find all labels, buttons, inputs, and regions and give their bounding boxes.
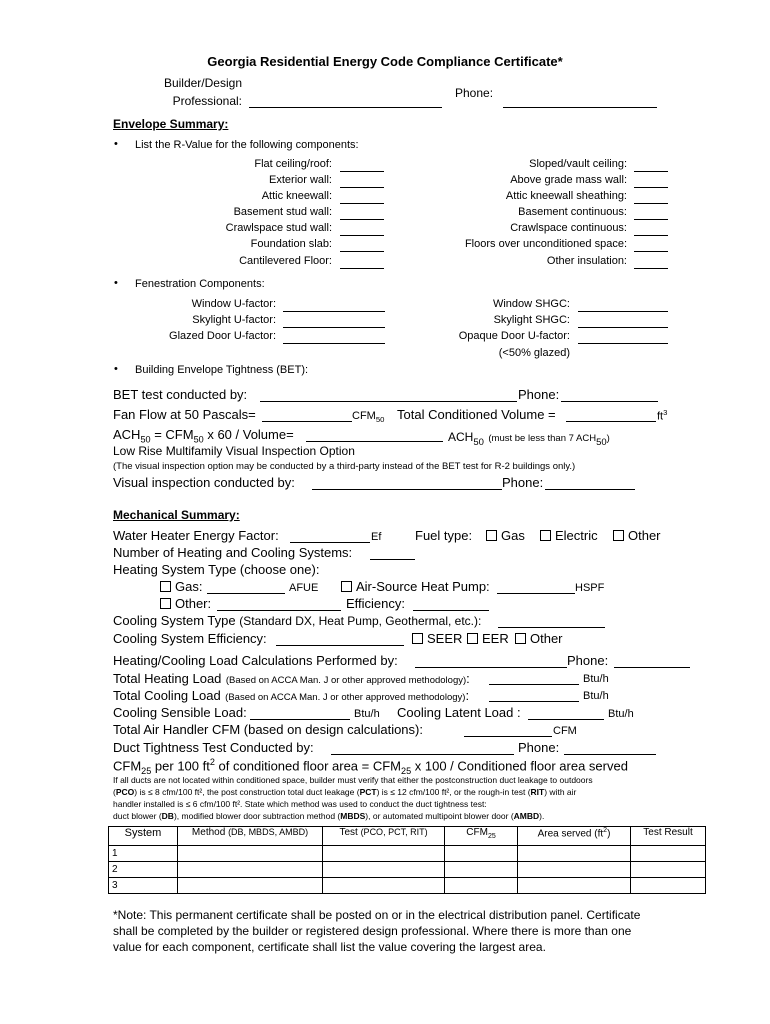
heat-gas-checkbox[interactable] [160, 579, 202, 594]
result-cell[interactable] [631, 846, 706, 862]
wh-factor-field[interactable] [290, 542, 370, 543]
heating-type-label: Heating System Type (choose one): [113, 562, 320, 577]
afue-unit: AFUE [289, 582, 319, 594]
r-label: Exterior wall: [269, 174, 332, 186]
table-row [109, 846, 706, 862]
eer-checkbox[interactable] [467, 631, 509, 646]
visual-note: (The visual inspection option may be conducted by a third-party instead of the BET test for R-2 buildings only.) [113, 461, 576, 472]
cfm-cell[interactable] [445, 878, 518, 894]
duct-test-field[interactable] [331, 754, 514, 755]
r-label: Other insulation: [546, 255, 627, 267]
load-phone-label: Phone: [567, 653, 609, 668]
cfm-cell[interactable] [445, 846, 518, 862]
fuel-electric-label: Electric [555, 528, 598, 543]
area-cell[interactable] [518, 878, 631, 894]
area-cell[interactable] [518, 846, 631, 862]
test-cell[interactable] [323, 878, 445, 894]
load-calc-field[interactable] [415, 667, 567, 668]
r-label: Floors over unconditioned space: [464, 238, 627, 250]
r-value-instructions: List the R-Value for the following components: [135, 139, 359, 151]
acca-note: (Based on ACCA Man. J or other approved methodology) [225, 692, 466, 703]
colon: : [465, 688, 470, 703]
ach-eq: = CFM [154, 427, 194, 442]
note-line3: value for each component, certificate shall list the value covering the largest area. [113, 940, 546, 954]
colon: : [466, 671, 470, 686]
sensible-label: Cooling Sensible Load: [113, 705, 247, 720]
duct-para-line2: (PCO) is ≤ 8 cfm/100 ft², the post construction total duct leakage (PCT) is ≤ 12 cfm/100 ft², or the rough-in test (RIT) with air [113, 787, 577, 797]
air-handler-field[interactable] [464, 736, 552, 737]
load-phone-field[interactable] [614, 667, 690, 668]
builder-label-line2: Professional: [172, 94, 242, 108]
fen-field[interactable] [578, 327, 668, 328]
latent-field[interactable] [528, 719, 604, 720]
area-cell[interactable] [518, 862, 631, 878]
r-field[interactable] [340, 187, 384, 188]
heat-other-label: Other: [175, 596, 212, 611]
fuel-type-label: Fuel type: [415, 528, 473, 543]
table-row [109, 862, 706, 878]
ach-field[interactable] [306, 441, 443, 442]
ach-cfm-sub: 50 [193, 434, 204, 445]
fuel-other-checkbox[interactable] [613, 528, 661, 543]
ach-eq2: x 60 / Volume= [207, 427, 294, 442]
r-field[interactable] [340, 235, 384, 236]
ach-sub2: 50 [473, 437, 484, 449]
page-title: Georgia Residential Energy Code Compliance Certificate* [207, 54, 563, 69]
r-label: Foundation slab: [250, 238, 332, 250]
heat-other-checkbox[interactable] [160, 596, 211, 611]
r-label: Above grade mass wall: [510, 174, 627, 186]
fen-label: Skylight U-factor: [192, 314, 276, 326]
acca-note: (Based on ACCA Man. J or other approved methodology) [225, 675, 467, 686]
fen-label: Opaque Door U-factor: [458, 330, 570, 342]
cfm25-sup: 2 [209, 757, 215, 767]
row-number: 3 [109, 878, 178, 894]
table-row [109, 878, 706, 894]
th-area: Area served $(ft^2)$ [518, 827, 631, 846]
heat-pump-label: Air-Source Heat Pump: [356, 579, 490, 594]
r-label: Basement continuous: [518, 206, 627, 218]
heating-load-field[interactable] [489, 684, 579, 685]
cool-other-checkbox[interactable] [515, 631, 563, 646]
r-field[interactable] [340, 219, 384, 220]
cfm25-c: of conditioned floor area = CFM [218, 758, 402, 774]
r-field[interactable] [634, 187, 668, 188]
bullet: • [114, 138, 118, 150]
visual-phone-field[interactable] [545, 489, 635, 490]
fen-note: (<50% glazed) [498, 347, 570, 359]
envelope-heading: Envelope Summary: [113, 117, 229, 131]
bet-conducted-field[interactable] [260, 401, 517, 402]
bet-phone-field[interactable] [561, 401, 658, 402]
cfm25-d: x 100 / Conditioned floor area served [414, 758, 628, 774]
r-label: Attic kneewall: [261, 190, 332, 202]
fen-field[interactable] [578, 343, 668, 344]
bet-phone-label: Phone: [518, 387, 560, 402]
fen-field[interactable] [283, 311, 385, 312]
visual-by-label: Visual inspection conducted by: [113, 475, 295, 490]
note-line2: shall be completed by the builder or registered design professional. Where there is more than one [113, 924, 632, 938]
r-field[interactable] [340, 251, 384, 252]
num-systems-field[interactable] [370, 559, 415, 560]
th-method: Method (DB, MBDS, AMBD) [178, 827, 323, 846]
heat-pump-checkbox[interactable] [341, 579, 490, 594]
duct-phone-field[interactable] [564, 754, 656, 755]
r-field[interactable] [340, 268, 384, 269]
seer-label: SEER [427, 631, 463, 646]
th-test: Test (PCO, PCT, RIT) [323, 827, 445, 846]
r-field[interactable] [340, 203, 384, 204]
fenestration-label: Fenestration Components: [135, 278, 265, 290]
cooling-load-label: Total Cooling Load [113, 688, 221, 703]
fuel-electric-checkbox[interactable] [540, 528, 598, 543]
r-field[interactable] [340, 171, 384, 172]
fen-label: Window SHGC: [492, 298, 570, 310]
fuel-gas-label: Gas [501, 528, 525, 543]
air-handler-label: Total Air Handler CFM (based on design calculations): [113, 722, 423, 737]
r-label: Crawlspace continuous: [510, 222, 627, 234]
bet-conducted-label: BET test conducted by: [113, 387, 248, 402]
wh-factor-label: Water Heater Energy Factor: [113, 528, 279, 543]
heating-load-label: Total Heating Load [113, 671, 222, 686]
efficiency-field[interactable] [413, 610, 489, 611]
cfm25-b: per 100 ft [154, 758, 210, 774]
r-label: Attic kneewall sheathing: [505, 190, 627, 202]
cfm-cell[interactable] [445, 862, 518, 878]
method-cell[interactable] [178, 862, 323, 878]
builder-label-line1: Builder/Design [163, 76, 242, 90]
method-cell[interactable] [178, 846, 323, 862]
r-label: Sloped/vault ceiling: [529, 158, 627, 170]
cooling-type-field[interactable] [498, 627, 605, 628]
test-cell[interactable] [323, 862, 445, 878]
efficiency-label: Efficiency: [346, 596, 406, 611]
fen-label: Window U-factor: [191, 298, 276, 310]
table-header-row [109, 827, 706, 846]
cfm-sub: 50 [375, 415, 385, 425]
cooling-type-label: Cooling System Type [113, 613, 236, 628]
bullet: • [114, 363, 118, 375]
eer-label: EER [482, 631, 509, 646]
heat-gas-label: Gas: [175, 579, 203, 594]
row-number: 1 [109, 846, 178, 862]
result-cell[interactable] [631, 878, 706, 894]
row-number: 2 [109, 862, 178, 878]
cfm25-a: CFM [113, 758, 142, 774]
load-calc-label: Heating/Cooling Load Calculations Performed by: [113, 653, 398, 668]
visual-phone-label: Phone: [502, 475, 544, 490]
test-cell[interactable] [323, 846, 445, 862]
bet-label: Building Envelope Tightness (BET): [135, 364, 309, 376]
low-rise-label: Low Rise Multifamily Visual Inspection Option [113, 444, 355, 458]
ach-note-a: (must be less than 7 ACH [488, 433, 597, 444]
duct-para-line4: duct blower (DB), modified blower door subtraction method (MBDS), or automated multipoint blower door (AMBD). [113, 811, 545, 821]
duct-test-label: Duct Tightness Test Conducted by: [113, 740, 314, 755]
r-label: Flat ceiling/roof: [254, 158, 332, 170]
latent-unit: Btu/h [608, 708, 634, 720]
cooling-load-field[interactable] [489, 701, 579, 702]
ach-note-b: ) [606, 433, 610, 444]
fen-field[interactable] [283, 343, 385, 344]
total-volume-label: Total Conditioned Volume = [397, 407, 556, 422]
heat-other-field[interactable] [217, 610, 341, 611]
cool-other-label: Other [530, 631, 563, 646]
cfm25-sub2: 25 [401, 765, 412, 776]
total-volume-field[interactable] [566, 421, 656, 422]
cooling-eff-label: Cooling System Efficiency: [113, 631, 267, 646]
r-label: Basement stud wall: [233, 206, 332, 218]
sensible-field[interactable] [250, 719, 350, 720]
ft-unit: ft [657, 410, 664, 423]
ach-label: ACH [113, 427, 141, 442]
sensible-unit: Btu/h [354, 708, 380, 720]
fan-flow-field[interactable] [262, 421, 352, 422]
duct-para-line3: handler installed is ≤ 6 cfm/100 ft². State which method was used to conduct the duct tightness test: [113, 799, 487, 809]
bullet: • [114, 277, 118, 289]
builder-phone-label: Phone: [455, 86, 494, 100]
r-label: Crawlspace stud wall: [225, 222, 332, 234]
ach-note-sub: 50 [596, 437, 607, 449]
visual-by-field[interactable] [312, 489, 502, 490]
ft-sup: 3 [663, 408, 668, 417]
fen-label: Glazed Door U-factor: [169, 330, 276, 342]
result-cell[interactable] [631, 862, 706, 878]
ach-label2: ACH [448, 430, 474, 444]
fuel-gas-checkbox[interactable] [486, 528, 525, 543]
duct-para-line1: If all ducts are not located within conditioned space, builder must verify that either the postconstruction duct leakage to outdoors [113, 775, 593, 785]
fuel-other-label: Other [628, 528, 661, 543]
r-field[interactable] [634, 219, 668, 220]
ach-sub: 50 [140, 434, 151, 445]
afue-field[interactable] [207, 593, 285, 594]
cooling-eff-field[interactable] [276, 645, 404, 646]
cfm25-sub: 25 [141, 765, 152, 776]
fen-field[interactable] [283, 327, 385, 328]
th-system: System [109, 827, 178, 846]
builder-phone-field[interactable] [503, 107, 657, 108]
r-field[interactable] [634, 268, 668, 269]
th-cfm25: $CFM_{25}$ [445, 827, 518, 846]
ef-unit: Ef [371, 531, 382, 543]
method-cell[interactable] [178, 878, 323, 894]
hspf-field[interactable] [497, 593, 575, 594]
air-handler-unit: CFM [553, 725, 577, 737]
r-field[interactable] [634, 251, 668, 252]
latent-label: Cooling Latent Load : [397, 705, 521, 720]
duct-test-table [108, 826, 706, 894]
r-field[interactable] [634, 171, 668, 172]
hspf-unit: HSPF [575, 582, 605, 594]
th-result: Test Result [631, 827, 706, 846]
note-line1: *Note: This permanent certificate shall be posted on or in the electrical distribution panel. Certificate [113, 908, 641, 922]
r-field[interactable] [634, 203, 668, 204]
duct-phone-label: Phone: [518, 740, 560, 755]
fen-field[interactable] [578, 311, 668, 312]
cooling-load-unit: Btu/h [583, 690, 609, 702]
r-label: Cantilevered Floor: [239, 255, 332, 267]
num-systems-label: Number of Heating and Cooling Systems: [113, 545, 353, 560]
seer-checkbox[interactable] [412, 631, 462, 646]
fen-label: Skylight SHGC: [493, 314, 570, 326]
cfm-unit: CFM [352, 410, 376, 422]
mechanical-heading: Mechanical Summary: [113, 508, 240, 522]
fan-flow-label: Fan Flow at 50 Pascals= [113, 407, 256, 422]
builder-field[interactable] [249, 107, 442, 108]
r-field[interactable] [634, 235, 668, 236]
cooling-type-note: (Standard DX, Heat Pump, Geothermal, etc.): [239, 614, 482, 628]
heating-load-unit: Btu/h [583, 673, 609, 685]
